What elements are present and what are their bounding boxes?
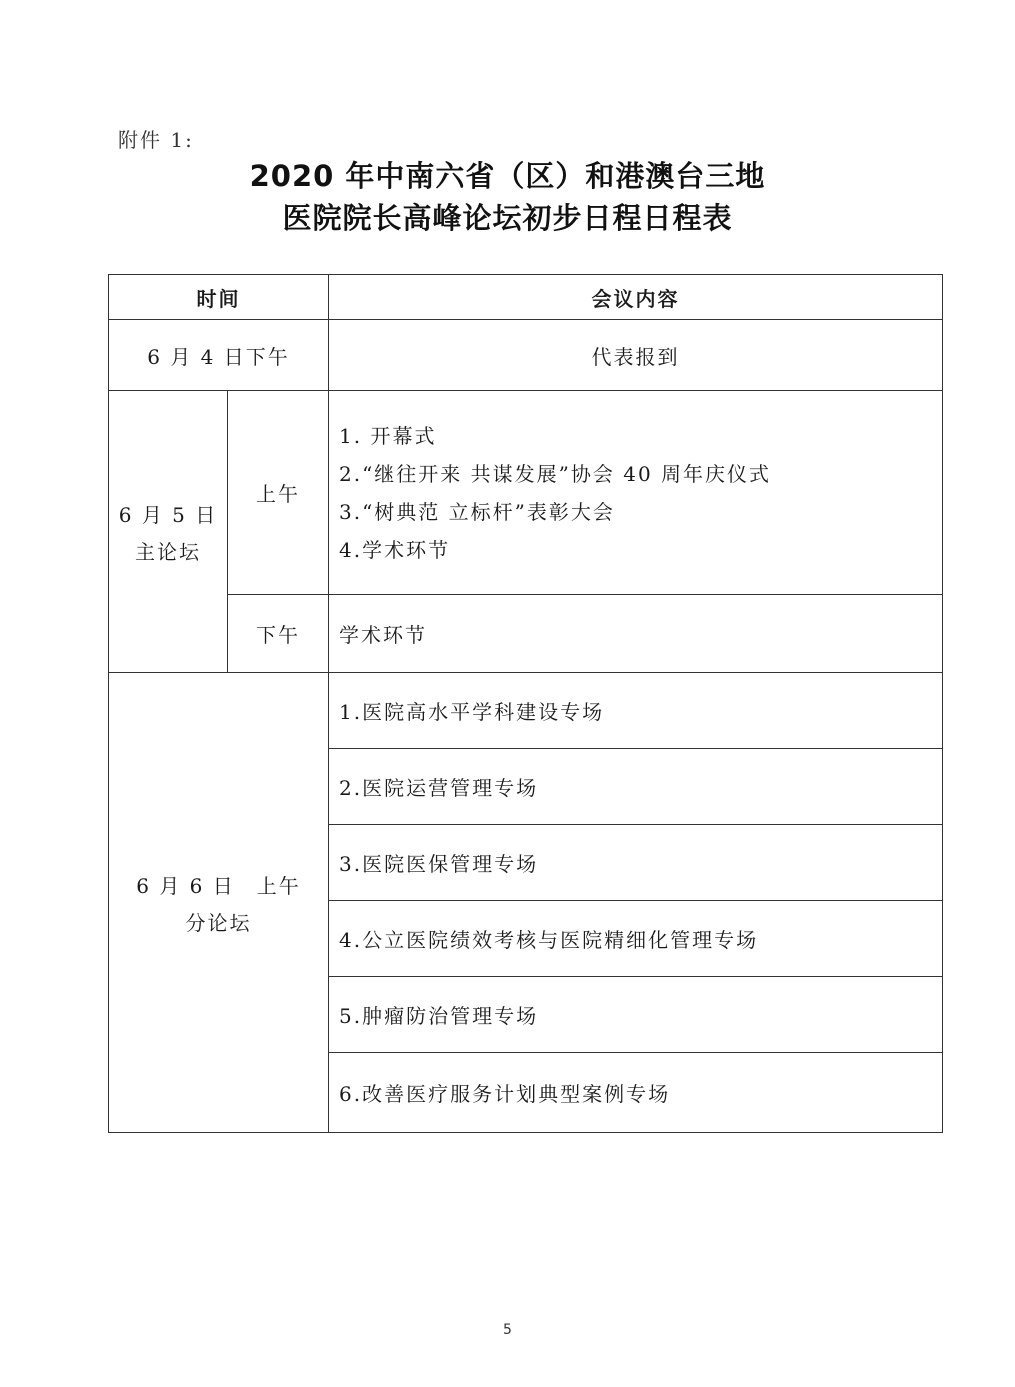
attachment-label: 附件 1: <box>118 128 194 152</box>
table-row <box>109 391 943 595</box>
row3-forum: 分论坛 <box>185 910 252 935</box>
schedule-table <box>108 274 943 1133</box>
row1-content: 代表报到 <box>329 320 943 391</box>
list-item: 3.医院医保管理专场 <box>329 825 943 901</box>
list-item: 2.“继往开来 共谋发展”协会 40 周年庆仪式 <box>339 461 772 486</box>
table-row <box>109 320 943 391</box>
row2-day: 6 月 5 日 <box>118 502 218 527</box>
list-item: 4.公立医院绩效考核与医院精细化管理专场 <box>329 901 943 977</box>
header-content: 会议内容 <box>329 275 943 320</box>
row2-morning-list <box>329 391 943 595</box>
table-row <box>109 595 943 673</box>
header-time: 时间 <box>109 275 329 320</box>
row3-day-time: 6 月 6 日 上午 <box>136 873 301 898</box>
page-number: 5 <box>503 1322 512 1338</box>
list-item: 1. 开幕式 <box>339 423 437 448</box>
row3-day-cell <box>109 673 329 1133</box>
document-title-line1: 2020 年中南六省（区）和港澳台三地 <box>249 159 766 193</box>
row2-day-cell <box>109 391 228 673</box>
row2-forum: 主论坛 <box>135 539 201 564</box>
table-row <box>109 673 943 749</box>
row2-morning-label: 上午 <box>228 391 329 595</box>
list-item: 6.改善医疗服务计划典型案例专场 <box>329 1053 943 1133</box>
row2-afternoon-content: 学术环节 <box>329 595 943 673</box>
document-title-line2: 医院院长高峰论坛初步日程日程表 <box>282 201 733 235</box>
list-item: 2.医院运营管理专场 <box>329 749 943 825</box>
row2-afternoon-label: 下午 <box>228 595 329 673</box>
list-item: 5.肿瘤防治管理专场 <box>329 977 943 1053</box>
list-item: 3.“树典范 立标杆”表彰大会 <box>339 499 615 524</box>
table-header-row <box>109 275 943 320</box>
list-item: 4.学术环节 <box>339 537 451 562</box>
list-item: 1.医院高水平学科建设专场 <box>329 673 943 749</box>
row1-time: 6 月 4 日下午 <box>109 320 329 391</box>
